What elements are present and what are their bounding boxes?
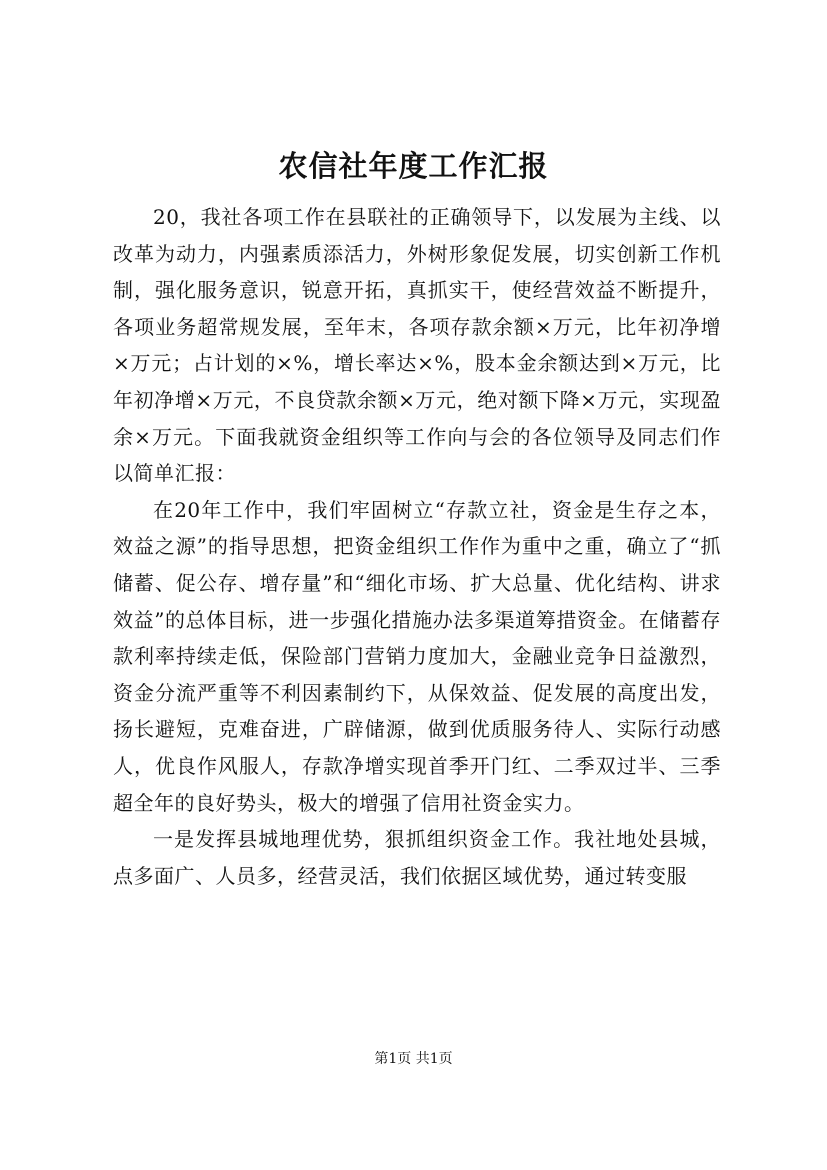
document-title: 农信社年度工作汇报 [278, 149, 549, 183]
paragraph-1: 20，我社各项工作在县联社的正确领导下，以发展为主线、以改革为动力，内强素质添活力，外树形象促发展，切实创新工作机制，强化服务意识，锐意开拓，真抓实干，使经营效益不断提升，各项业务超常规发展，至年末，各项存款余额×万元，比年初净增×万元；占计划的×%，增长率达×%，股本金余额达到×万元，比年初净增×万元，不良贷款余额×万元，绝对额下降×万元，实现盈余×万元。下面我就资金组织等工作向与会的各位领导及同志们作以简单汇报： [113, 205, 721, 486]
page-footer: 第1页 共1页 [374, 1051, 453, 1067]
paragraph-3: 一是发挥县城地理优势，狠抓组织资金工作。我社地处县城，点多面广、人员多，经营灵活，我们依据区域优势，通过转变服 [113, 827, 721, 888]
paragraph-2: 在20年工作中，我们牢固树立“存款立社，资金是生存之本，效益之源”的指导思想，把资金组织工作作为重中之重，确立了“抓储蓄、促公存、增存量”和“细化市场、扩大总量、优化结构、讲求效益”的总体目标，进一步强化措施办法多渠道筹措资金。在储蓄存款利率持续走低，保险部门营销力度加大，金融业竞争日益激烈，资金分流严重等不利因素制约下，从保效益、促发展的高度出发，扬长避短，克难奋进，广辟储源，做到优质服务待人、实际行动感人，优良作风服人，存款净增实现首季开门红、二季双过半、三季超全年的良好势头，极大的增强了信用社资金实力。 [113, 497, 721, 815]
document-body [113, 199, 721, 894]
